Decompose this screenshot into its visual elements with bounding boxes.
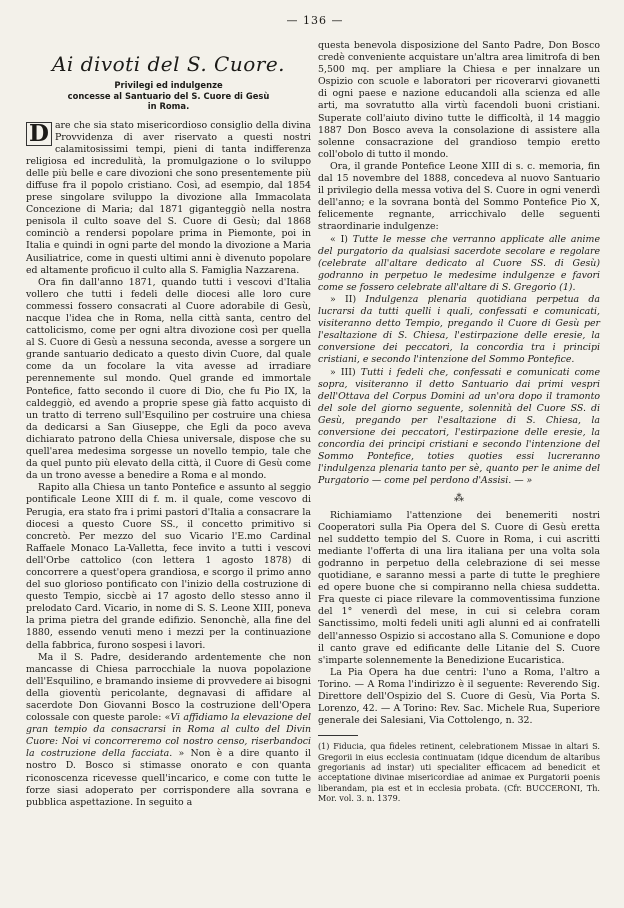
section-divider: ⁂ xyxy=(454,493,464,505)
paragraph-bosco-start: Ma il S. Padre, desiderando ardentemente che non mancasse di Chiesa parrocchiale la nuova popolazione dell'Esquilino, e bramando insieme di provvedere ai bisogni della gioventù pericolante, degnavasi di affidare al sacerdote Don Giovanni Bosco la costruzione dell'Opera colossale con queste parole: « xyxy=(26,651,311,724)
footnote-rule xyxy=(318,735,358,736)
indulgence-1-text: Tutte le messe che verranno applicate alle anime del purgatorio da qualsiasi sacerdote secolare e regolare (celebrate all'altare dedicato al Cuore SS. di Gesù) godranno in perpetuo le medesime indulgenze e favori come se fossero celebrate all'altare di S. Gregorio (1). xyxy=(318,233,600,293)
paragraph-continuation: questa benevola disposizione del Santo Padre, Don Bosco credè conveniente acquistare un'altra area limitrofa di ben 5,500 mq. per ampliare la Chiesa e per innalzare un Ospizio con scuole e laboratori per ricoverarvi giovanetti di ogni paese e nazione educandoli alla scienza ed alle arti, ma sovratutto alla virtù facendoli buoni cristiani. Superate coll'aiuto divino tutte le difficoltà, il 14 maggio 1887 Don Bosco aveva la consolazione di assistere alla solenne consacrazione del grandioso tempio eretto coll'obolo di tutto il mondo. xyxy=(318,40,600,160)
paragraph-pia-opera: Richiamiamo l'attenzione dei benemeriti nostri Cooperatori sulla Pia Opera del S. Cuore di Gesù eretta nel suddetto tempio del S. Cuore in Roma, i cui ascritti mediante l'offerta di una lira italiana per una volta sola godranno in perpetuo della celebrazione di sei messe quotidiane, e saranno messi a parte di tutte le preghiere ed opere buone che si compiranno nella chiesa suddetta. Fra queste ci piace rilevare la commoventissima funzione del 1° venerdì del mese, in cui si celebra coram Sanctissimo, molti fedeli uniti agli alunni ed ai confratelli dell'annesso Ospizio si accostano alla S. Comunione e dopo il canto grave ed edificante delle Litanie del S. Cuore s'imparte solennemente la Benedizione Eucaristica. xyxy=(318,509,601,666)
indulgence-item-1 xyxy=(318,234,600,294)
footnote: (1) Fiducia, qua fideles retinent, celebrationem Missae in altari S. Gregorii in eius ecclesia continuatam (idque dicendum de altaribus gregorianis ad instar) uti specialiter efficacem ad benedicit et acceptatione divinae misericordiae ad animae ex Purgatorii poenis liberandam, pia est et in ecclesia probata. (Cfr. BUCCERONI, Th. Mor. vol. 3. n. 1379. xyxy=(318,741,600,804)
paragraph-intro-text: are che sia stato misericordioso consiglio della divina Provvidenza di aver riservato a questi nostri calamitosissimi tempi, pieni di tanta indifferenza religiosa ed incredulità, la promulgazione o lo sviluppo delle più belle e care divozioni che sono presentemente più diffuse fra il popolo cristiano. Così, ad esempio, dal 1854 prese singolare sviluppo la divozione alla Immacolata Concezione di Maria; dal 1871 giganteggiò nella nostra penisola il culto soave del S. Cuore di Gesù; dal 1868 cominciò a rendersi popolare prima in Piemonte, poi in Italia e quindi in ogni parte del mondo la divozione a Maria Ausiliatrice, come in questi ultimi anni è divenuto popolare ed altamente proficuo il culto alla S. Famiglia Nazzarena. xyxy=(26,119,311,276)
indulgence-3-number: » III) xyxy=(330,366,361,378)
paragraph-bosco-end: » Non è a dire quanto il nostro D. Bosco si stimasse onorato e con quanta riconoscenza ricevesse quell'incarico, e come con tutte le forze siasi adoperato per corrispondere alla sovrana e pubblica aspettazione. In seguito a xyxy=(26,748,311,808)
paragraph-bosco xyxy=(26,652,311,809)
drop-cap: D xyxy=(26,122,52,146)
indulgence-1-number: « I) xyxy=(330,233,353,245)
right-column xyxy=(318,40,600,804)
paragraph-history: Ora fin dall'anno 1871, quando tutti i vescovi d'Italia vollero che tutti i fedeli delle diocesi alle loro cure commessi fossero consacrati al Cuore adorabile di Gesù, nacque l'idea che in Roma, nella città santa, centro del cattolicismo, come per ogni altra divozione così per quella al S. Cuore di Gesù a nessuna seconda, avesse a sorgere un grande santuario dedicato a questo divin Cuore, dal quale come da un focolare la vita avesse ad irradiare perennemente sul mondo. Quel grande ed immortale Pontefice, fatto secondo il cuore di Dio, che fu Pio IX, la caldeggiò, ed avendo a proprie spese già fatto acquisto di un tratto di terreno sull'Esquilino per costruire una chiesa da dedicarsi a San Giuseppe, che Egli da poco aveva dichiarato patrono della Chiesa universale, dispose che su quell'area medesima sorgesse un novello tempio, tale che da quel punto più elevato della città, il Cuore di Gesù come da un trono avesse a benedire a Roma e al mondo. xyxy=(26,276,311,482)
paragraph-intro xyxy=(26,120,311,277)
paragraph-addresses: La Pia Opera ha due centri: l'uno a Roma, l'altro a Torino. — A Roma l'indirizzo è il seguente: Reverendo Sig. Direttore dell'Ospizio del S. Cuore di Gesù, Via Porta S. Lorenzo, 42. — A Torino: Rev. Sac. Michele Rua, Superiore generale dei Salesiani, Via Cottolengo, n. 32. xyxy=(318,666,600,727)
paragraph-indulgences-intro: Ora, il grande Pontefice Leone XIII di s. c. memoria, fin dal 15 novembre del 1888, concedeva al nuovo Santuario il privilegio della messa votiva del S. Cuore in ogni venerdì dell'anno; e la sovrana bontà del Sommo Pontefice Pio X, felicemente regnante, arricchivalo delle seguenti straordinarie indulgenze: xyxy=(318,160,600,233)
indulgence-2-number: » II) xyxy=(330,293,366,305)
indulgence-2-text: Indulgenza plenaria quotidiana perpetua da lucrarsi da tutti quelli i quali, confessati e comunicati, visiteranno detto Tempio, pregando il Cuore di Gesù per l'esaltazione di S. Chiesa, l'estirpazione delle eresie, la conversione dei peccatori, la concordia tra i principi cristiani, e secondo l'intenzione del Sommo Pontefice. xyxy=(318,293,600,366)
article-subtitle xyxy=(26,80,311,112)
indulgence-item-3 xyxy=(318,367,600,488)
indulgence-item-2 xyxy=(318,294,600,367)
subtitle-line-1: Privilegi ed indulgenze xyxy=(114,80,223,90)
paragraph-bosco-quote: Vi affidiamo la elevazione del gran tempio da consacrarsi in Roma al culto del Divin Cuore: Noi vi concorreremo col nostro censo, riserbandoci la costruzione della facciata. xyxy=(26,712,311,760)
paragraph-leone: Rapito alla Chiesa un tanto Pontefice e assunto al seggio pontificale Leone XIII di f. m. il quale, come vescovo di Perugia, era stato fra i primi pastori d'Italia a consacrare la diocesi a questo Cuore SS., il concetto primitivo si concretò. Per mezzo del suo Vicario l'E.mo Cardinal Raffaele Monaco La-Valletta, fece invito a tutti i vescovi dell'Orbe cattolico (con lettera 1 agosto 1878) di concorrere a quest'opera grandiosa, e scorgo il primo anno del suo glorioso pontificato con l'inizio della costruzione di questo Tempio, siccbè ai 17 agosto dello stesso anno il prelodato Card. Vicario, in nome di S. S. Leone XIII, poneva la prima pietra del grande edifizio. Senonchè, alla fine del 1880, essendo venuti meno i mezzi per la continuazione della fabbrica, furono sospesi i lavori. xyxy=(26,482,311,651)
subtitle-line-3: in Roma. xyxy=(147,101,190,111)
page-number: — 136 — xyxy=(286,14,344,27)
indulgence-3-end: essi lucreranno l'indulgenza plenaria tanto per sè, quanto per le anime del Purgatorio — come pel perdono d'Assisi. — » xyxy=(318,451,600,487)
subtitle-line-2: concesse al Santuario del S. Cuore di Gesù xyxy=(67,90,270,101)
article-title: Ai divoti del S. Cuore. xyxy=(51,52,286,76)
left-column xyxy=(26,44,311,809)
indulgence-3-text: Tutti i fedeli che, confessati e comunicati come sopra, visiteranno il detto Santuario dai primi vespri dell'Ottava del Corpus Domini ad un'ora dopo il tramonto del sole del giorno seguente, solennità del Cuore SS. di Gesù, pregando per l'esaltazione di S. Chiesa, la conversione dei peccatori, l'estirpazione delle eresie, la concordia dei principi cristiani e secondo l'intenzione del Sommo Pontefice, toties quoties xyxy=(318,366,600,463)
